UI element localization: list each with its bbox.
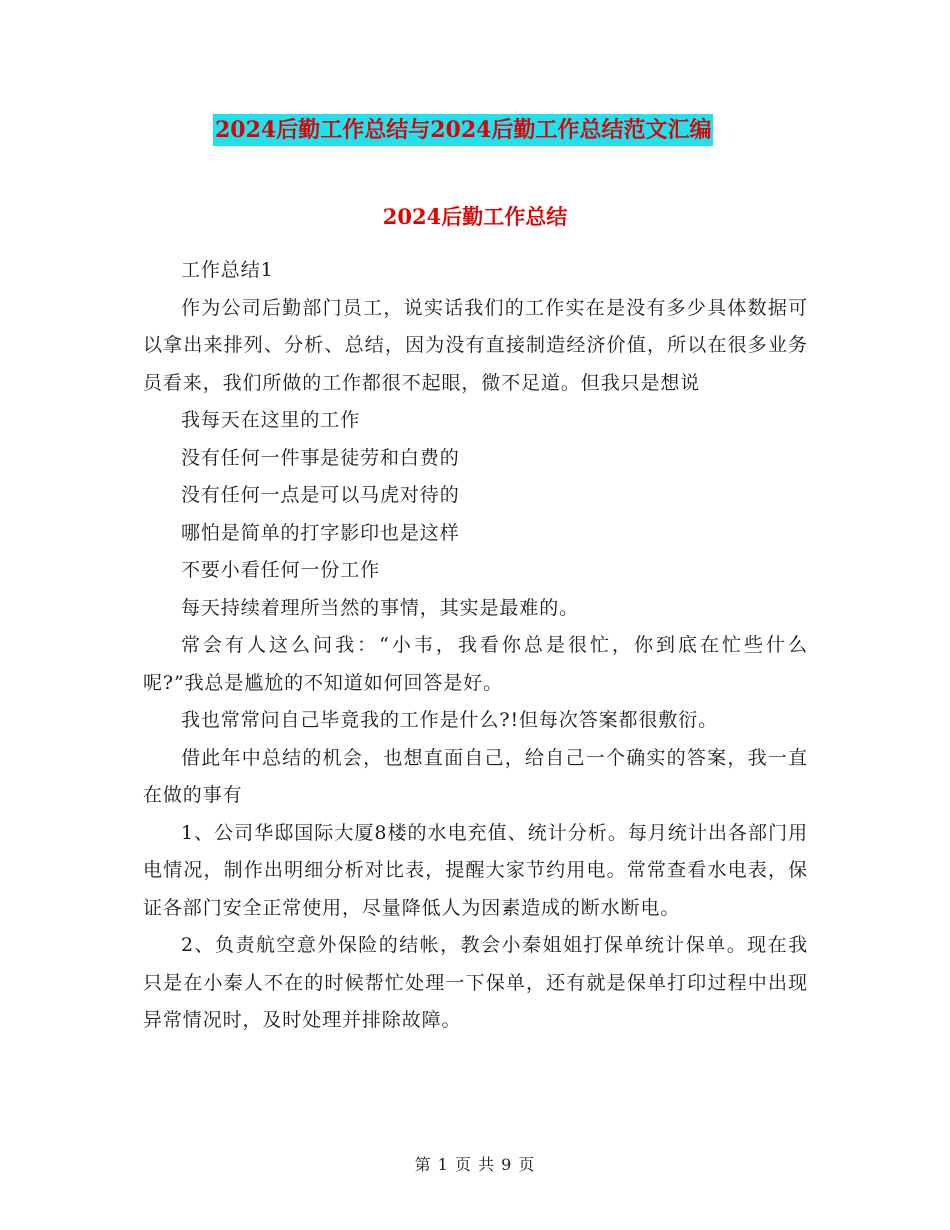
document-title: 2024后勤工作总结与2024后勤工作总结范文汇编 [213, 114, 713, 146]
paragraph: 我每天在这里的工作 [181, 409, 361, 431]
section-title: 2024后勤工作总结 [382, 204, 568, 229]
paragraph: 常会有人这么问我：“小韦，我看你总是很忙，你到底在忙些什么呢?”我总是尴尬的不知道如何回答是好。 [143, 634, 808, 694]
paragraph: 借此年中总结的机会，也想直面自己，给自己一个确实的答案，我一直在做的事有 [143, 746, 808, 806]
paragraph: 工作总结1 [181, 259, 274, 281]
page-number: 第 1 页 共 9 页 [414, 1155, 536, 1174]
paragraph: 不要小看任何一份工作 [181, 559, 381, 581]
paragraph: 哪怕是简单的打字影印也是这样 [181, 521, 460, 544]
paragraph: 作为公司后勤部门员工，说实话我们的工作实在是没有多少具体数据可以拿出来排列、分析、总结，因为没有直接制造经济价值，所以在很多业务员看来，我们所做的工作都很不起眼，微不足道。但我只是想说 [143, 296, 808, 394]
paragraph: 没有任何一点是可以马虎对待的 [181, 484, 460, 506]
paragraph: 2、负责航空意外保险的结帐，教会小秦姐姐打保单统计保单。现在我只是在小秦人不在的时候帮忙处理一下保单，还有就是保单打印过程中出现异常情况时，及时处理并排除故障。 [143, 934, 808, 1031]
paragraph: 每天持续着理所当然的事情，其实是最难的。 [181, 596, 580, 619]
paragraph: 没有任何一件事是徒劳和白费的 [181, 446, 460, 469]
paragraph: 1、公司华邸国际大厦8楼的水电充值、统计分析。每月统计出各部门用电情况，制作出明细分析对比表，提醒大家节约用电。常常查看水电表，保证各部门安全正常使用，尽量降低人为因素造成的断水断电。 [143, 821, 808, 919]
paragraph: 我也常常问自己毕竟我的工作是什么?!但每次答案都很敷衍。 [181, 709, 719, 731]
document-body [143, 252, 808, 1040]
